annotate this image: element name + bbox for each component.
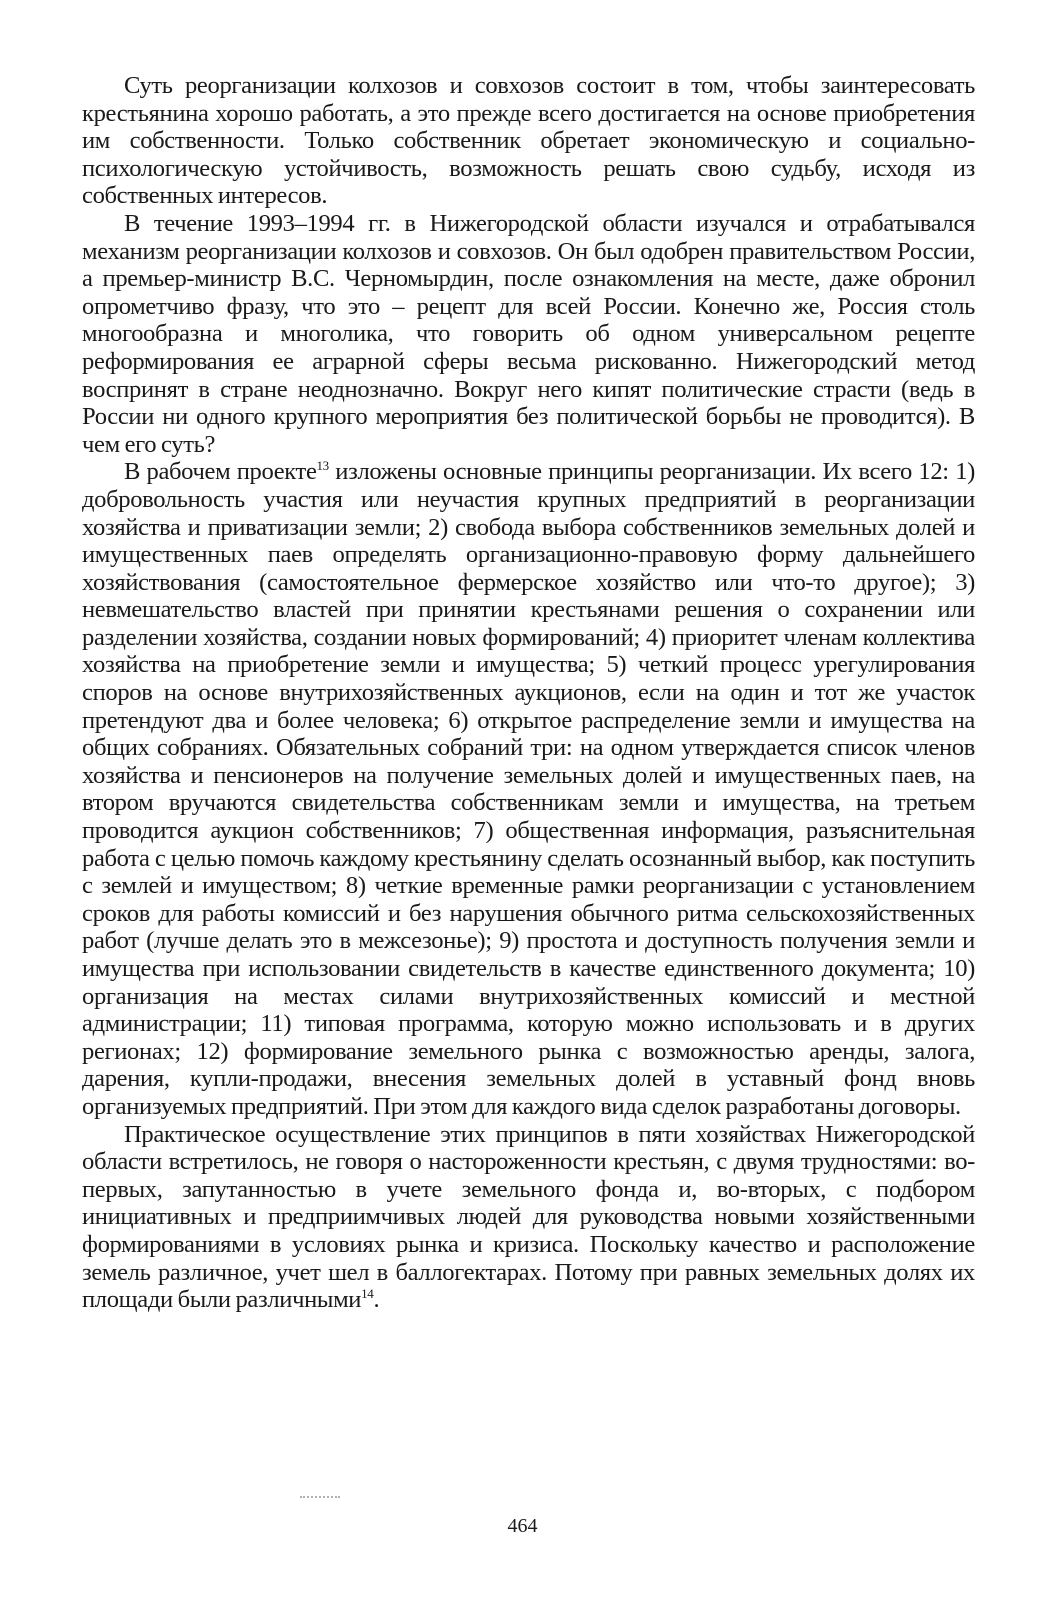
footnote-ref-14: 14 <box>361 1285 374 1301</box>
paragraph-4 <box>82 1121 975 1314</box>
paragraph-2: В течение 1993–1994 гг. в Нижегородской области изучался и отрабатывался механизм реорганизации колхозов и совхозов. Он был одобрен правительством России, а премьер-министр В.С. Черномырдин, после ознакомления на месте, даже обронил опрометчиво фразу, что это – рецепт для всей России. Конечно же, Россия столь многообразна и многолика, что говорить об одном универсальном рецепте реформирования ее аграрной сферы весьма рискованно. Нижегородский метод воспринят в стране неоднозначно. Вокруг него кипят политические страсти (ведь в России ни одного крупного мероприятия без политической борьбы не проводится). В чем его суть? <box>82 209 975 458</box>
paragraph-4-text-after: . <box>373 1286 380 1314</box>
paragraph-4-text-before: Практическое осуществление этих принципов в пяти хозяйствах Нижегородской области встретилось, не говоря о настороженности крестьян, с двумя трудностями: во-первых, запутанностью в учете земельного фонда и, во-вторых, с подбором инициативных и предприимчивых людей для руководства новыми хозяйственными формированиями в условиях рынка и кризиса. Поскольку качество и расположение земель различное, учет шел в баллогектарах. Потому при равных земельных долях их площади были различными <box>82 1120 975 1314</box>
paragraph-3-text-after: изложены основные принципы реорганизации. Их всего 12: 1) добровольность участия или неучастия крупных предприятий в реорганизации хозяйства и приватизации земли; 2) свобода выбора собственников земельных долей и имущественных паев определять организационно-правовую форму дальнейшего хозяйствования (самостоятельное фермерское хозяйство или что-то другое); 3) невмешательство властей при принятии крестьянами решения о сохранении или разделении хозяйства, создании новых формирований; 4) приоритет членам коллектива хозяйства на приобретение земли и имущества; 5) четкий процесс урегулирования споров на основе внутрихозяйственных аукционов, если на один и тот же участок претендуют два и более человека; 6) открытое распределение земли и имущества на общих собраниях. Обязательных собраний три: на одном утверждается список членов хозяйства и пенсионеров на получение земельных долей и имущественных паев, на втором вручаются свидетельства собственникам земли и имущества, на третьем проводится аукцион собственников; 7) общественная информация, разъяснительная работа с целью помочь каждому крестьянину сделать осознанный выбор, как поступить с землей и имуществом; 8) четкие временные рамки реорганизации с установлением сроков для работы комиссий и без нарушения обычного ритма сельскохозяйственных работ (лучше делать это в межсезонье); 9) простота и доступность получения земли и имущества при использовании свидетельств в качестве единственного документа; 10) организация на местах силами внутрихозяйственных комиссий и местной администрации; 11) типовая программа, которую можно использовать и в других регионах; 12) формирование земельного рынка с возможностью аренды, залога, дарения, купли-продажи, внесения земельных долей в уставный фонд вновь организуемых предприятий. При этом для каждого вида сделок разработаны договоры. <box>82 458 975 1120</box>
footnote-ref-13: 13 <box>316 458 329 474</box>
page-number: 464 <box>507 1515 538 1537</box>
paragraph-3 <box>82 458 975 1120</box>
page-body <box>82 72 975 1314</box>
paragraph-3-text-before: В рабочем проекте <box>124 458 317 486</box>
scan-smudge <box>300 1496 340 1502</box>
paragraph-1: Суть реорганизации колхозов и совхозов состоит в том, чтобы заинтересовать крестьянина хорошо работать, а это прежде всего достигается на основе приобретения им собственности. Только собственник обретает экономическую и социально-психологическую устойчивость, возможность решать свою судьбу, исходя из собственных интересов. <box>82 72 975 210</box>
